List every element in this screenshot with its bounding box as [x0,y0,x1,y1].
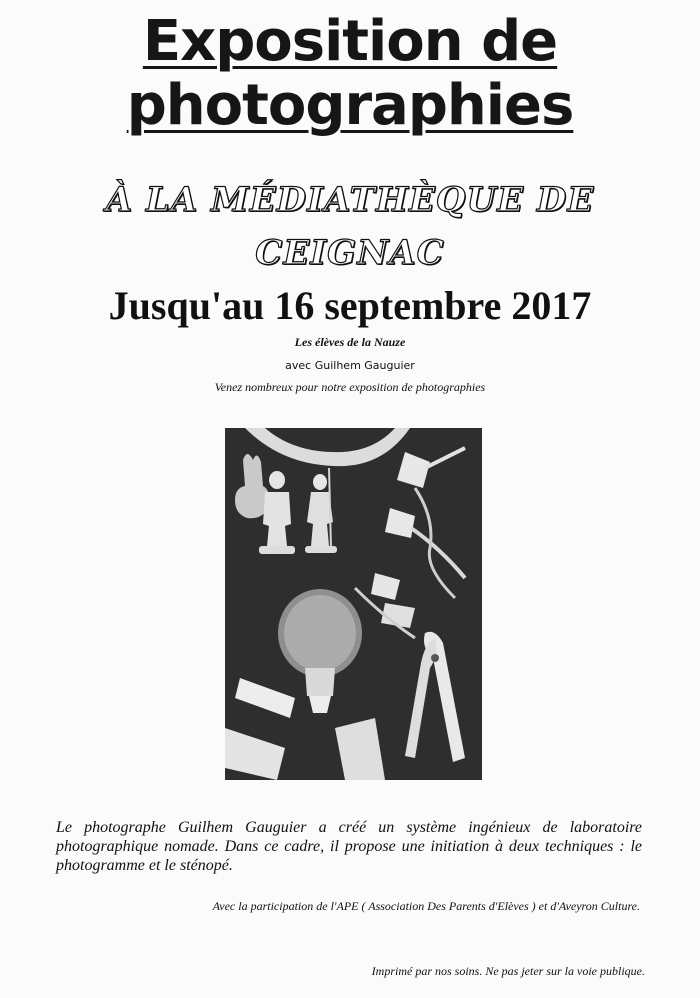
credit-line: Avec la participation de l'APE ( Association Des Parents d'Elèves ) et d'Aveyron Culture. [212,899,640,913]
description-paragraph: Le photographe Guilhem Gauguier a créé un système ingénieux de laboratoire photographique nomade. Dans ce cadre, il propose une initiation à deux techniques : le photogramme et le sténopé. [56,819,642,874]
title-line-1-text: Exposition de [142,9,558,74]
photogram-image [225,428,482,780]
footer-notice: Imprimé par nos soins. Ne pas jeter sur la voie publique. [371,964,645,978]
title-line-2 [0,73,700,138]
title-line-1 [0,9,700,74]
title-line-2-text: photographies [126,73,574,138]
organizer-line: Les élèves de la Nauze [294,335,406,349]
with-line: avec Guilhem Gauguier [285,359,415,372]
venue-line-1: À LA MÉDIATHÈQUE DE [105,180,595,220]
date-line: Jusqu'au 16 septembre 2017 [108,283,592,328]
venue-line-2: CEIGNAC [255,233,445,273]
invitation-line: Venez nombreux pour notre exposition de photographies [214,380,486,394]
